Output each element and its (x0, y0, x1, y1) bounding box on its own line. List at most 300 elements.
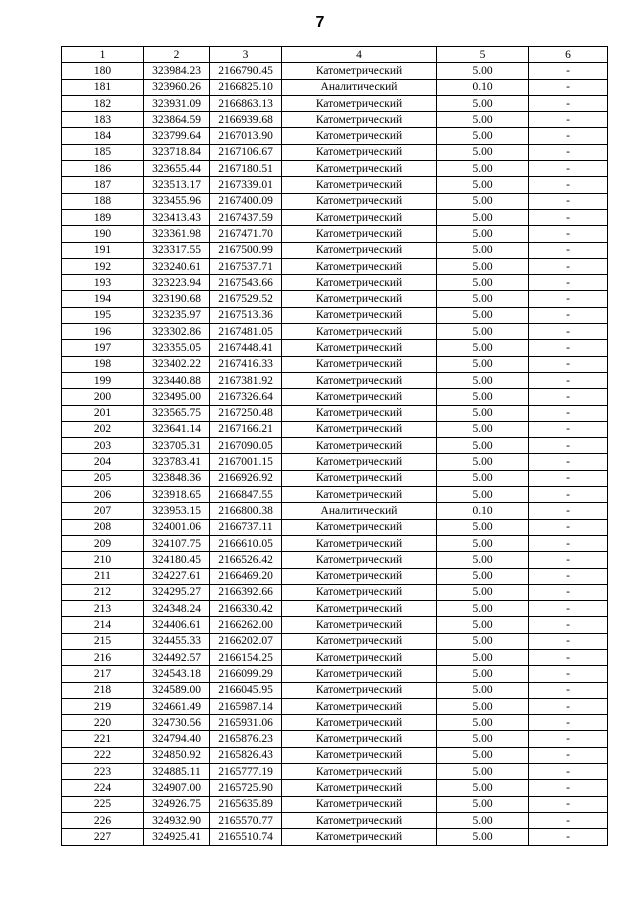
point-number-cell: 208 (62, 519, 144, 535)
accuracy-cell: 0.10 (437, 503, 529, 519)
y-coordinate-cell: 2167448.41 (210, 340, 282, 356)
table-row (62, 715, 608, 731)
accuracy-cell: 5.00 (437, 617, 529, 633)
table-row (62, 454, 608, 470)
method-cell: Катометрический (282, 242, 437, 258)
point-number-cell: 209 (62, 535, 144, 551)
method-cell: Катометрический (282, 340, 437, 356)
point-number-cell: 212 (62, 584, 144, 600)
accuracy-cell: 5.00 (437, 552, 529, 568)
table-row (62, 584, 608, 600)
method-cell: Катометрический (282, 209, 437, 225)
table-row (62, 796, 608, 812)
note-cell: - (529, 519, 608, 535)
x-coordinate-cell: 323718.84 (144, 144, 210, 160)
note-cell: - (529, 242, 608, 258)
method-cell: Катометрический (282, 258, 437, 274)
note-cell: - (529, 324, 608, 340)
method-cell: Катометрический (282, 535, 437, 551)
point-number-cell: 223 (62, 764, 144, 780)
note-cell: - (529, 584, 608, 600)
point-number-cell: 180 (62, 63, 144, 79)
method-cell: Катометрический (282, 682, 437, 698)
table-row (62, 438, 608, 454)
accuracy-cell: 5.00 (437, 438, 529, 454)
table-row (62, 372, 608, 388)
accuracy-cell: 5.00 (437, 796, 529, 812)
note-cell: - (529, 307, 608, 323)
point-number-cell: 215 (62, 633, 144, 649)
note-cell: - (529, 389, 608, 405)
x-coordinate-cell: 323402.22 (144, 356, 210, 372)
y-coordinate-cell: 2166926.92 (210, 470, 282, 486)
note-cell: - (529, 552, 608, 568)
accuracy-cell: 5.00 (437, 649, 529, 665)
y-coordinate-cell: 2167001.15 (210, 454, 282, 470)
table-row (62, 63, 608, 79)
accuracy-cell: 5.00 (437, 812, 529, 828)
point-number-cell: 189 (62, 209, 144, 225)
method-cell: Катометрический (282, 454, 437, 470)
header-col-3: 3 (210, 47, 282, 63)
x-coordinate-cell: 324932.90 (144, 812, 210, 828)
method-cell: Катометрический (282, 291, 437, 307)
x-coordinate-cell: 323355.05 (144, 340, 210, 356)
accuracy-cell: 5.00 (437, 405, 529, 421)
note-cell: - (529, 470, 608, 486)
accuracy-cell: 5.00 (437, 715, 529, 731)
x-coordinate-cell: 324794.40 (144, 731, 210, 747)
y-coordinate-cell: 2167326.64 (210, 389, 282, 405)
point-number-cell: 219 (62, 698, 144, 714)
y-coordinate-cell: 2165931.06 (210, 715, 282, 731)
accuracy-cell: 5.00 (437, 63, 529, 79)
accuracy-cell: 5.00 (437, 780, 529, 796)
point-number-cell: 190 (62, 226, 144, 242)
point-number-cell: 191 (62, 242, 144, 258)
y-coordinate-cell: 2165876.23 (210, 731, 282, 747)
table-row (62, 487, 608, 503)
y-coordinate-cell: 2166099.29 (210, 666, 282, 682)
y-coordinate-cell: 2167090.05 (210, 438, 282, 454)
table-row (62, 128, 608, 144)
x-coordinate-cell: 324348.24 (144, 601, 210, 617)
x-coordinate-cell: 323223.94 (144, 275, 210, 291)
accuracy-cell: 5.00 (437, 470, 529, 486)
method-cell: Аналитический (282, 79, 437, 95)
note-cell: - (529, 226, 608, 242)
point-number-cell: 196 (62, 324, 144, 340)
method-cell: Катометрический (282, 324, 437, 340)
point-number-cell: 222 (62, 747, 144, 763)
table-row (62, 780, 608, 796)
note-cell: - (529, 144, 608, 160)
x-coordinate-cell: 323641.14 (144, 421, 210, 437)
table-row (62, 193, 608, 209)
note-cell: - (529, 372, 608, 388)
y-coordinate-cell: 2167166.21 (210, 421, 282, 437)
point-number-cell: 185 (62, 144, 144, 160)
accuracy-cell: 5.00 (437, 731, 529, 747)
header-col-4: 4 (282, 47, 437, 63)
method-cell: Катометрический (282, 405, 437, 421)
x-coordinate-cell: 324730.56 (144, 715, 210, 731)
x-coordinate-cell: 323513.17 (144, 177, 210, 193)
x-coordinate-cell: 323240.61 (144, 258, 210, 274)
y-coordinate-cell: 2167500.99 (210, 242, 282, 258)
note-cell: - (529, 193, 608, 209)
accuracy-cell: 5.00 (437, 454, 529, 470)
note-cell: - (529, 177, 608, 193)
note-cell: - (529, 438, 608, 454)
table-row (62, 747, 608, 763)
point-number-cell: 217 (62, 666, 144, 682)
y-coordinate-cell: 2166262.00 (210, 617, 282, 633)
note-cell: - (529, 340, 608, 356)
note-cell: - (529, 633, 608, 649)
y-coordinate-cell: 2167416.33 (210, 356, 282, 372)
coordinates-table (61, 46, 608, 846)
point-number-cell: 199 (62, 372, 144, 388)
method-cell: Катометрический (282, 177, 437, 193)
method-cell: Катометрический (282, 617, 437, 633)
accuracy-cell: 5.00 (437, 356, 529, 372)
table-row (62, 389, 608, 405)
y-coordinate-cell: 2166330.42 (210, 601, 282, 617)
x-coordinate-cell: 324907.00 (144, 780, 210, 796)
method-cell: Катометрический (282, 568, 437, 584)
point-number-cell: 197 (62, 340, 144, 356)
method-cell: Катометрический (282, 519, 437, 535)
accuracy-cell: 5.00 (437, 242, 529, 258)
x-coordinate-cell: 323565.75 (144, 405, 210, 421)
x-coordinate-cell: 323655.44 (144, 161, 210, 177)
note-cell: - (529, 601, 608, 617)
note-cell: - (529, 487, 608, 503)
note-cell: - (529, 747, 608, 763)
note-cell: - (529, 812, 608, 828)
method-cell: Катометрический (282, 144, 437, 160)
accuracy-cell: 5.00 (437, 324, 529, 340)
point-number-cell: 184 (62, 128, 144, 144)
point-number-cell: 221 (62, 731, 144, 747)
note-cell: - (529, 568, 608, 584)
y-coordinate-cell: 2167537.71 (210, 258, 282, 274)
point-number-cell: 204 (62, 454, 144, 470)
point-number-cell: 207 (62, 503, 144, 519)
x-coordinate-cell: 323190.68 (144, 291, 210, 307)
y-coordinate-cell: 2167471.70 (210, 226, 282, 242)
accuracy-cell: 5.00 (437, 519, 529, 535)
point-number-cell: 187 (62, 177, 144, 193)
table-row (62, 421, 608, 437)
x-coordinate-cell: 323361.98 (144, 226, 210, 242)
x-coordinate-cell: 323960.26 (144, 79, 210, 95)
method-cell: Катометрический (282, 552, 437, 568)
note-cell: - (529, 275, 608, 291)
method-cell: Катометрический (282, 698, 437, 714)
note-cell: - (529, 63, 608, 79)
table-row (62, 503, 608, 519)
table-row (62, 112, 608, 128)
table-row (62, 79, 608, 95)
x-coordinate-cell: 323413.43 (144, 209, 210, 225)
accuracy-cell: 5.00 (437, 372, 529, 388)
accuracy-cell: 5.00 (437, 601, 529, 617)
accuracy-cell: 5.00 (437, 128, 529, 144)
x-coordinate-cell: 323495.00 (144, 389, 210, 405)
table-row (62, 144, 608, 160)
y-coordinate-cell: 2166847.55 (210, 487, 282, 503)
accuracy-cell: 5.00 (437, 633, 529, 649)
note-cell: - (529, 649, 608, 665)
accuracy-cell: 0.10 (437, 79, 529, 95)
method-cell: Катометрический (282, 128, 437, 144)
x-coordinate-cell: 323302.86 (144, 324, 210, 340)
y-coordinate-cell: 2166610.05 (210, 535, 282, 551)
x-coordinate-cell: 323799.64 (144, 128, 210, 144)
point-number-cell: 181 (62, 79, 144, 95)
y-coordinate-cell: 2166392.66 (210, 584, 282, 600)
table-row (62, 177, 608, 193)
y-coordinate-cell: 2166737.11 (210, 519, 282, 535)
note-cell: - (529, 291, 608, 307)
table-row (62, 764, 608, 780)
note-cell: - (529, 829, 608, 845)
point-number-cell: 218 (62, 682, 144, 698)
method-cell: Катометрический (282, 812, 437, 828)
accuracy-cell: 5.00 (437, 307, 529, 323)
accuracy-cell: 5.00 (437, 226, 529, 242)
table-row (62, 698, 608, 714)
accuracy-cell: 5.00 (437, 209, 529, 225)
point-number-cell: 202 (62, 421, 144, 437)
note-cell: - (529, 421, 608, 437)
x-coordinate-cell: 324492.57 (144, 649, 210, 665)
method-cell: Катометрический (282, 633, 437, 649)
x-coordinate-cell: 324925.41 (144, 829, 210, 845)
table-row (62, 633, 608, 649)
y-coordinate-cell: 2165725.90 (210, 780, 282, 796)
note-cell: - (529, 764, 608, 780)
point-number-cell: 225 (62, 796, 144, 812)
x-coordinate-cell: 323455.96 (144, 193, 210, 209)
header-col-1: 1 (62, 47, 144, 63)
accuracy-cell: 5.00 (437, 112, 529, 128)
point-number-cell: 214 (62, 617, 144, 633)
method-cell: Катометрический (282, 307, 437, 323)
note-cell: - (529, 503, 608, 519)
method-cell: Катометрический (282, 747, 437, 763)
table-row (62, 470, 608, 486)
point-number-cell: 206 (62, 487, 144, 503)
y-coordinate-cell: 2167180.51 (210, 161, 282, 177)
table-row (62, 601, 608, 617)
table-row (62, 258, 608, 274)
accuracy-cell: 5.00 (437, 177, 529, 193)
accuracy-cell: 5.00 (437, 421, 529, 437)
accuracy-cell: 5.00 (437, 275, 529, 291)
point-number-cell: 192 (62, 258, 144, 274)
table-row (62, 812, 608, 828)
y-coordinate-cell: 2167481.05 (210, 324, 282, 340)
x-coordinate-cell: 324227.61 (144, 568, 210, 584)
point-number-cell: 203 (62, 438, 144, 454)
method-cell: Катометрический (282, 731, 437, 747)
header-col-5: 5 (437, 47, 529, 63)
header-col-2: 2 (144, 47, 210, 63)
method-cell: Катометрический (282, 226, 437, 242)
note-cell: - (529, 356, 608, 372)
point-number-cell: 195 (62, 307, 144, 323)
x-coordinate-cell: 324543.18 (144, 666, 210, 682)
note-cell: - (529, 112, 608, 128)
point-number-cell: 220 (62, 715, 144, 731)
note-cell: - (529, 698, 608, 714)
accuracy-cell: 5.00 (437, 747, 529, 763)
point-number-cell: 213 (62, 601, 144, 617)
method-cell: Катометрический (282, 601, 437, 617)
point-number-cell: 201 (62, 405, 144, 421)
x-coordinate-cell: 323705.31 (144, 438, 210, 454)
point-number-cell: 224 (62, 780, 144, 796)
point-number-cell: 200 (62, 389, 144, 405)
point-number-cell: 226 (62, 812, 144, 828)
accuracy-cell: 5.00 (437, 682, 529, 698)
note-cell: - (529, 79, 608, 95)
table-row (62, 682, 608, 698)
x-coordinate-cell: 324926.75 (144, 796, 210, 812)
x-coordinate-cell: 323235.97 (144, 307, 210, 323)
y-coordinate-cell: 2167250.48 (210, 405, 282, 421)
point-number-cell: 198 (62, 356, 144, 372)
note-cell: - (529, 258, 608, 274)
table-row (62, 161, 608, 177)
point-number-cell: 227 (62, 829, 144, 845)
y-coordinate-cell: 2165510.74 (210, 829, 282, 845)
note-cell: - (529, 209, 608, 225)
table-row (62, 649, 608, 665)
point-number-cell: 194 (62, 291, 144, 307)
y-coordinate-cell: 2166800.38 (210, 503, 282, 519)
x-coordinate-cell: 323440.88 (144, 372, 210, 388)
table-row (62, 519, 608, 535)
y-coordinate-cell: 2165826.43 (210, 747, 282, 763)
table-row (62, 535, 608, 551)
method-cell: Катометрический (282, 356, 437, 372)
table-row (62, 829, 608, 845)
note-cell: - (529, 666, 608, 682)
table-row (62, 95, 608, 111)
y-coordinate-cell: 2165777.19 (210, 764, 282, 780)
accuracy-cell: 5.00 (437, 535, 529, 551)
page-number: 7 (315, 14, 325, 31)
y-coordinate-cell: 2167543.66 (210, 275, 282, 291)
y-coordinate-cell: 2167381.92 (210, 372, 282, 388)
x-coordinate-cell: 324885.11 (144, 764, 210, 780)
method-cell: Аналитический (282, 503, 437, 519)
method-cell: Катометрический (282, 780, 437, 796)
method-cell: Катометрический (282, 715, 437, 731)
accuracy-cell: 5.00 (437, 666, 529, 682)
y-coordinate-cell: 2167106.67 (210, 144, 282, 160)
note-cell: - (529, 535, 608, 551)
method-cell: Катометрический (282, 438, 437, 454)
y-coordinate-cell: 2167400.09 (210, 193, 282, 209)
x-coordinate-cell: 323783.41 (144, 454, 210, 470)
method-cell: Катометрический (282, 63, 437, 79)
y-coordinate-cell: 2166154.25 (210, 649, 282, 665)
method-cell: Катометрический (282, 487, 437, 503)
x-coordinate-cell: 323317.55 (144, 242, 210, 258)
method-cell: Катометрический (282, 764, 437, 780)
x-coordinate-cell: 324406.61 (144, 617, 210, 633)
accuracy-cell: 5.00 (437, 193, 529, 209)
method-cell: Катометрический (282, 112, 437, 128)
y-coordinate-cell: 2166202.07 (210, 633, 282, 649)
accuracy-cell: 5.00 (437, 568, 529, 584)
y-coordinate-cell: 2167437.59 (210, 209, 282, 225)
table-row (62, 275, 608, 291)
table-row (62, 291, 608, 307)
method-cell: Катометрический (282, 193, 437, 209)
method-cell: Катометрический (282, 275, 437, 291)
x-coordinate-cell: 324850.92 (144, 747, 210, 763)
point-number-cell: 186 (62, 161, 144, 177)
y-coordinate-cell: 2165570.77 (210, 812, 282, 828)
note-cell: - (529, 617, 608, 633)
table-row (62, 731, 608, 747)
y-coordinate-cell: 2167339.01 (210, 177, 282, 193)
table-row (62, 405, 608, 421)
x-coordinate-cell: 323931.09 (144, 95, 210, 111)
x-coordinate-cell: 324001.06 (144, 519, 210, 535)
method-cell: Катометрический (282, 666, 437, 682)
method-cell: Катометрический (282, 95, 437, 111)
y-coordinate-cell: 2166469.20 (210, 568, 282, 584)
method-cell: Катометрический (282, 421, 437, 437)
accuracy-cell: 5.00 (437, 161, 529, 177)
x-coordinate-cell: 323918.65 (144, 487, 210, 503)
table-row (62, 340, 608, 356)
table-body (62, 63, 608, 845)
accuracy-cell: 5.00 (437, 764, 529, 780)
note-cell: - (529, 780, 608, 796)
accuracy-cell: 5.00 (437, 698, 529, 714)
x-coordinate-cell: 324107.75 (144, 535, 210, 551)
note-cell: - (529, 405, 608, 421)
x-coordinate-cell: 324295.27 (144, 584, 210, 600)
accuracy-cell: 5.00 (437, 258, 529, 274)
note-cell: - (529, 715, 608, 731)
table-row (62, 307, 608, 323)
method-cell: Катометрический (282, 829, 437, 845)
x-coordinate-cell: 324661.49 (144, 698, 210, 714)
x-coordinate-cell: 323848.36 (144, 470, 210, 486)
y-coordinate-cell: 2165987.14 (210, 698, 282, 714)
method-cell: Катометрический (282, 649, 437, 665)
note-cell: - (529, 796, 608, 812)
method-cell: Катометрический (282, 372, 437, 388)
header-col-6: 6 (529, 47, 608, 63)
table-row (62, 226, 608, 242)
table-row (62, 666, 608, 682)
accuracy-cell: 5.00 (437, 389, 529, 405)
note-cell: - (529, 161, 608, 177)
note-cell: - (529, 95, 608, 111)
accuracy-cell: 5.00 (437, 291, 529, 307)
accuracy-cell: 5.00 (437, 144, 529, 160)
